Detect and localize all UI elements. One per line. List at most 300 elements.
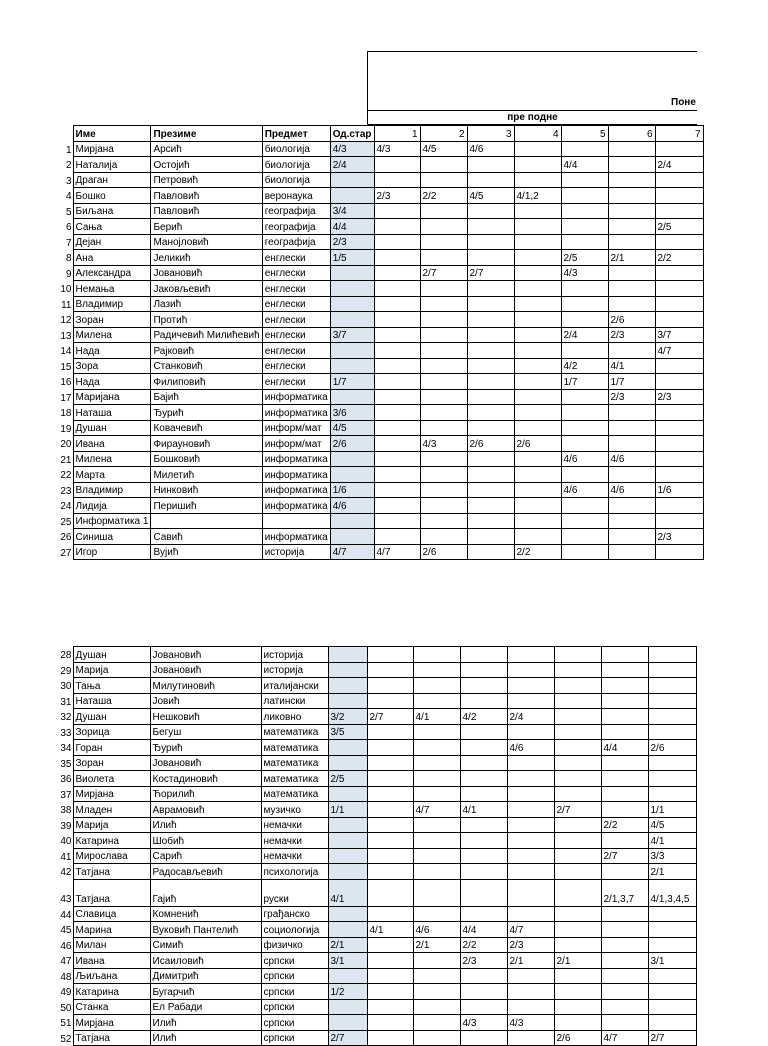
period-cell — [514, 482, 561, 498]
class-cell — [330, 389, 374, 405]
period-cell: 2/2 — [514, 544, 561, 560]
period-cell: 4/1 — [460, 802, 507, 818]
subject-cell: математика — [261, 771, 328, 787]
period-cell: 4/7 — [413, 802, 460, 818]
class-cell: 4/6 — [330, 498, 374, 514]
period-cell — [554, 817, 601, 833]
period-cell — [655, 234, 703, 250]
period-cell: 4/6 — [561, 451, 608, 467]
table-row — [0, 141, 703, 157]
period-cell — [460, 724, 507, 740]
period-cell — [655, 405, 703, 421]
period-cell — [420, 343, 467, 359]
subject-cell: информатика — [262, 498, 330, 514]
period-cell — [554, 693, 601, 709]
period-cell — [507, 817, 554, 833]
first-name-cell: Лидија — [73, 498, 151, 514]
period-cell — [374, 358, 420, 374]
table-row — [0, 693, 696, 709]
period-cell: 4/1,2 — [514, 188, 561, 204]
class-cell — [330, 312, 374, 328]
period-cell: 4/4 — [601, 740, 648, 756]
period-cell — [467, 250, 514, 266]
period-cell — [601, 937, 648, 953]
period-cell: 3/3 — [648, 848, 696, 864]
first-name-cell: Милан — [73, 937, 150, 953]
period-cell — [367, 848, 413, 864]
period-cell — [514, 234, 561, 250]
period-cell — [507, 724, 554, 740]
period-cell — [420, 234, 467, 250]
row-number: 24 — [60, 501, 72, 512]
last-name-cell: Ел Рабади — [150, 999, 261, 1015]
period-cell: 2/4 — [561, 327, 608, 343]
class-cell: 2/6 — [330, 436, 374, 452]
period-cell — [374, 498, 420, 514]
subject-cell: математика — [261, 724, 328, 740]
period-cell — [420, 358, 467, 374]
period-cell — [460, 833, 507, 849]
table-row — [0, 906, 696, 922]
period-cell: 4/1 — [608, 358, 655, 374]
first-name-cell: Душан — [73, 420, 151, 436]
period-cell — [655, 358, 703, 374]
last-name-cell: Перишић — [151, 498, 262, 514]
last-name-cell: Савић — [151, 529, 262, 545]
period-cell — [554, 999, 601, 1015]
period-cell: 2/6 — [514, 436, 561, 452]
first-name-cell: Нада — [73, 374, 151, 390]
period-cell: 2/1,3,7 — [601, 879, 648, 906]
period-cell: 4/1,3,4,5 — [648, 879, 696, 906]
last-name-cell: Ђурић — [150, 740, 261, 756]
class-cell: 3/5 — [328, 724, 367, 740]
period-cell — [514, 451, 561, 467]
last-name-cell: Шобић — [150, 833, 261, 849]
first-name-cell: Катарина — [73, 984, 150, 1000]
table-row — [0, 405, 703, 421]
first-name-cell: Татјана — [73, 864, 150, 880]
period-cell — [601, 1015, 648, 1031]
period-cell — [655, 513, 703, 529]
last-name-cell: Костадиновић — [150, 771, 261, 787]
period-cell: 2/3 — [655, 529, 703, 545]
class-cell — [328, 833, 367, 849]
row-number: 21 — [60, 454, 72, 466]
subject-cell: енглески — [262, 374, 330, 390]
period-cell: 4/1 — [367, 922, 413, 938]
first-name-cell: Немања — [73, 281, 151, 297]
class-cell — [330, 281, 374, 297]
period-cell: 2/1 — [608, 250, 655, 266]
first-name-cell: Љиљана — [73, 968, 150, 984]
class-cell — [330, 513, 374, 529]
class-cell — [328, 1015, 367, 1031]
first-name-cell: Наташа — [73, 693, 150, 709]
first-name-cell: Информатика 1 — [73, 513, 151, 529]
class-cell: 3/6 — [330, 405, 374, 421]
period-cell — [554, 647, 601, 663]
first-name-cell: Зорица — [73, 724, 150, 740]
period-cell — [514, 529, 561, 545]
period-cell — [554, 848, 601, 864]
first-name-cell: Сања — [73, 219, 151, 235]
subject-cell: италијански — [261, 678, 328, 694]
first-name-cell: Виолета — [73, 771, 150, 787]
period-cell — [648, 755, 696, 771]
first-name-cell: Зора — [73, 358, 151, 374]
period-cell: 2/5 — [561, 250, 608, 266]
table-row — [0, 451, 703, 467]
first-name-cell: Ивана — [73, 436, 151, 452]
period-cell — [413, 647, 460, 663]
period-cell — [420, 250, 467, 266]
period-cell — [608, 203, 655, 219]
period-cell — [554, 937, 601, 953]
first-name-cell: Мирјана — [73, 786, 150, 802]
period-cell — [608, 172, 655, 188]
period-cell — [608, 529, 655, 545]
period-cell — [561, 513, 608, 529]
period-cell — [514, 203, 561, 219]
period-cell: 4/7 — [374, 544, 420, 560]
period-cell: 2/1 — [413, 937, 460, 953]
period-cell: 2/6 — [648, 740, 696, 756]
table-row — [0, 529, 703, 545]
first-name-cell: Душан — [73, 709, 150, 725]
period-cell: 2/5 — [655, 219, 703, 235]
period-cell: 4/7 — [507, 922, 554, 938]
col-header-class: Од.стар — [330, 126, 374, 142]
class-cell: 3/7 — [330, 327, 374, 343]
last-name-cell: Станковић — [151, 358, 262, 374]
period-cell — [413, 693, 460, 709]
subject-cell: енглески — [262, 296, 330, 312]
period-cell — [367, 864, 413, 880]
period-cell — [374, 482, 420, 498]
table-row — [0, 544, 703, 560]
period-cell — [367, 755, 413, 771]
last-name-cell: Илић — [150, 817, 261, 833]
row-number: 45 — [60, 925, 72, 936]
period-cell — [514, 467, 561, 483]
period-cell — [413, 999, 460, 1015]
period-cell — [514, 513, 561, 529]
period-cell — [514, 219, 561, 235]
period-cell — [467, 157, 514, 173]
class-cell: 4/1 — [328, 879, 367, 906]
period-cell — [460, 984, 507, 1000]
period-cell — [507, 968, 554, 984]
first-name-cell: Марина — [73, 922, 150, 938]
period-cell — [367, 678, 413, 694]
period-cell — [554, 678, 601, 694]
period-cell — [561, 172, 608, 188]
period-cell — [413, 848, 460, 864]
row-number: 1 — [65, 144, 72, 156]
class-cell — [328, 999, 367, 1015]
table-row — [0, 203, 703, 219]
last-name-cell: Радосављевић — [150, 864, 261, 880]
row-number: 48 — [60, 971, 72, 983]
period-cell — [648, 984, 696, 1000]
period-cell: 2/3 — [608, 327, 655, 343]
subject-cell: психологија — [261, 864, 328, 880]
period-cell — [374, 296, 420, 312]
period-cell — [648, 709, 696, 725]
subject-cell: енглески — [262, 281, 330, 297]
period-cell — [601, 953, 648, 969]
subject-cell: социологија — [261, 922, 328, 938]
table-row — [0, 312, 703, 328]
period-cell — [601, 922, 648, 938]
period-cell — [413, 740, 460, 756]
row-number: 8 — [65, 253, 72, 264]
period-cell — [514, 374, 561, 390]
period-cell — [561, 498, 608, 514]
period-cell — [608, 467, 655, 483]
period-cell — [561, 436, 608, 452]
row-number: 35 — [60, 758, 72, 770]
row-number: 3 — [65, 175, 72, 187]
period-cell — [374, 219, 420, 235]
table-row — [0, 1030, 696, 1046]
period-cell — [420, 327, 467, 343]
period-cell — [601, 833, 648, 849]
period-cell — [467, 312, 514, 328]
period-cell — [648, 786, 696, 802]
last-name-cell: Ковачевић — [151, 420, 262, 436]
last-name-cell: Милетић — [151, 467, 262, 483]
last-name-cell: Лазић — [151, 296, 262, 312]
period-cell — [514, 312, 561, 328]
period-cell: 2/4 — [507, 709, 554, 725]
period-cell: 4/6 — [467, 141, 514, 157]
period-cell: 2/3 — [460, 953, 507, 969]
period-cell — [608, 234, 655, 250]
class-cell — [328, 906, 367, 922]
last-name-cell: Гајић — [150, 879, 261, 906]
subject-cell: српски — [261, 953, 328, 969]
table-row — [0, 513, 703, 529]
session-header: пре подне — [367, 111, 697, 125]
period-cell: 4/6 — [608, 451, 655, 467]
period-cell — [608, 436, 655, 452]
period-cell — [608, 296, 655, 312]
row-number: 25 — [60, 516, 72, 528]
period-cell — [648, 647, 696, 663]
period-cell — [655, 265, 703, 281]
period-cell — [420, 296, 467, 312]
period-cell — [507, 647, 554, 663]
subject-cell: ликовно — [261, 709, 328, 725]
period-cell: 2/2 — [420, 188, 467, 204]
period-cell — [413, 906, 460, 922]
period-cell: 2/3 — [655, 389, 703, 405]
table-row — [0, 436, 703, 452]
period-cell — [374, 250, 420, 266]
class-cell — [328, 968, 367, 984]
period-cell — [413, 755, 460, 771]
first-name-cell: Станка — [73, 999, 150, 1015]
last-name-cell: Радичевић Милићевић — [151, 327, 262, 343]
row-number: 6 — [65, 222, 72, 233]
period-cell — [420, 374, 467, 390]
period-cell — [514, 296, 561, 312]
period-cell — [367, 937, 413, 953]
last-name-cell: Исаиловић — [150, 953, 261, 969]
period-cell — [507, 755, 554, 771]
row-number: 39 — [60, 820, 72, 832]
period-cell — [648, 1015, 696, 1031]
table-row — [0, 879, 696, 906]
subject-cell: информатика — [262, 482, 330, 498]
period-cell — [655, 467, 703, 483]
first-name-cell: Ана — [73, 250, 151, 266]
last-name-cell: Остојић — [151, 157, 262, 173]
period-cell — [467, 203, 514, 219]
first-name-cell: Владимир — [73, 296, 151, 312]
subject-cell: биологија — [262, 172, 330, 188]
subject-cell: веронаука — [262, 188, 330, 204]
last-name-cell — [151, 513, 262, 529]
subject-cell: енглески — [262, 250, 330, 266]
table-row — [0, 234, 703, 250]
class-cell: 1/7 — [330, 374, 374, 390]
period-cell — [374, 420, 420, 436]
row-number: 37 — [60, 789, 72, 801]
period-cell — [467, 389, 514, 405]
table-row — [0, 1015, 696, 1031]
period-cell: 4/2 — [460, 709, 507, 725]
last-name-cell: Ћорилић — [150, 786, 261, 802]
period-cell — [514, 405, 561, 421]
period-cell — [460, 879, 507, 906]
period-cell — [460, 999, 507, 1015]
period-cell — [561, 141, 608, 157]
period-cell — [420, 482, 467, 498]
period-cell — [413, 662, 460, 678]
period-cell — [561, 389, 608, 405]
period-cell: 4/3 — [507, 1015, 554, 1031]
table-row — [0, 389, 703, 405]
period-cell: 4/6 — [413, 922, 460, 938]
col-header-last-name: Презиме — [151, 126, 262, 142]
period-cell — [554, 740, 601, 756]
last-name-cell: Рајковић — [151, 343, 262, 359]
period-cell — [420, 513, 467, 529]
row-number: 18 — [60, 408, 72, 419]
period-cell — [554, 922, 601, 938]
period-cell — [554, 984, 601, 1000]
first-name-cell: Александра — [73, 265, 151, 281]
class-cell: 2/3 — [330, 234, 374, 250]
period-cell — [554, 662, 601, 678]
row-number: 38 — [60, 805, 72, 816]
period-cell: 2/6 — [467, 436, 514, 452]
period-cell — [608, 544, 655, 560]
period-cell: 4/5 — [467, 188, 514, 204]
class-cell — [330, 172, 374, 188]
class-cell: 3/1 — [328, 953, 367, 969]
row-number: 2 — [65, 160, 72, 171]
period-cell — [413, 771, 460, 787]
period-cell — [601, 968, 648, 984]
period-cell — [554, 864, 601, 880]
first-name-cell: Татјана — [73, 879, 150, 906]
period-cell — [460, 906, 507, 922]
period-cell — [648, 999, 696, 1015]
period-cell — [655, 374, 703, 390]
class-cell — [330, 265, 374, 281]
table-row — [0, 358, 703, 374]
period-cell — [608, 188, 655, 204]
period-cell: 2/7 — [420, 265, 467, 281]
period-cell — [420, 405, 467, 421]
class-cell: 1/6 — [330, 482, 374, 498]
last-name-cell: Берић — [151, 219, 262, 235]
subject-cell: географија — [262, 234, 330, 250]
period-cell: 4/6 — [507, 740, 554, 756]
first-name-cell: Дејан — [73, 234, 151, 250]
subject-cell: информатика — [262, 451, 330, 467]
period-cell — [608, 420, 655, 436]
period-cell — [648, 678, 696, 694]
period-cell — [507, 786, 554, 802]
subject-cell: српски — [261, 968, 328, 984]
period-cell — [460, 678, 507, 694]
class-cell — [328, 848, 367, 864]
period-cell — [608, 405, 655, 421]
first-name-cell: Славица — [73, 906, 150, 922]
period-cell — [367, 906, 413, 922]
last-name-cell: Јовановић — [150, 647, 261, 663]
period-cell — [601, 662, 648, 678]
period-cell — [460, 817, 507, 833]
last-name-cell: Комненић — [150, 906, 261, 922]
period-cell — [601, 647, 648, 663]
period-cell — [655, 451, 703, 467]
last-name-cell: Бајић — [151, 389, 262, 405]
period-cell — [554, 786, 601, 802]
class-cell: 4/5 — [330, 420, 374, 436]
subject-cell: енглески — [262, 358, 330, 374]
period-cell — [561, 312, 608, 328]
last-name-cell: Протић — [151, 312, 262, 328]
timetable-part-1 — [0, 125, 704, 560]
period-cell — [374, 467, 420, 483]
period-cell — [655, 312, 703, 328]
first-name-cell: Владимир — [73, 482, 151, 498]
subject-cell: историја — [262, 544, 330, 560]
subject-cell: историја — [261, 647, 328, 663]
period-cell — [467, 358, 514, 374]
row-number: 10 — [60, 284, 72, 295]
table-row — [0, 848, 696, 864]
subject-cell: математика — [261, 786, 328, 802]
period-cell: 4/4 — [561, 157, 608, 173]
period-cell — [420, 467, 467, 483]
table-row — [0, 864, 696, 880]
table-row — [0, 374, 703, 390]
period-cell — [413, 678, 460, 694]
period-cell — [374, 343, 420, 359]
row-number: 46 — [60, 940, 72, 952]
subject-cell: географија — [262, 203, 330, 219]
class-cell: 4/3 — [330, 141, 374, 157]
last-name-cell: Аврамовић — [150, 802, 261, 818]
period-cell — [367, 953, 413, 969]
